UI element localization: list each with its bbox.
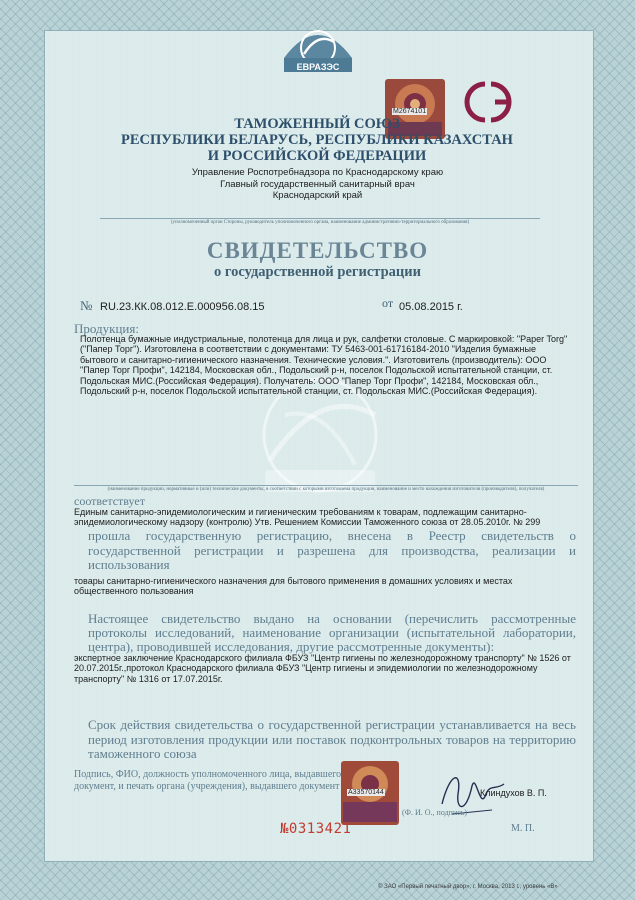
authority-line: Главный государственный санитарный врач bbox=[220, 178, 415, 190]
signature-label: Подпись, ФИО, должность уполномоченного лица, выдавшего документ, и печать органа (учреждения), выдавшего документ bbox=[74, 769, 342, 792]
compliance-text: Единым санитарно-эпидемиологическим и гигиеническим требованиям к товарам, подлежащим санитарно-эпидемиологическому надзору (контролю) Утв. Решением Комиссии Таможенного союза от 28.05.2010г. № 299 bbox=[74, 507, 541, 528]
date-label: от bbox=[382, 296, 394, 310]
product-label: Продукция: bbox=[74, 321, 139, 336]
hologram-code: М2674101 bbox=[393, 108, 427, 115]
union-line: И РОССИЙСКОЙ ФЕДЕРАЦИИ bbox=[207, 148, 427, 164]
basis-detail: экспертное заключение Краснодарского филиала ФБУЗ "Центр гигиены по железнодорожному транспорту" № 1526 от 20.07.2015г.,протокол Краснодарского филиала ФБУЗ "Центр гигиены и эпидемиологии по железнодорожному транспорту" № 1316 от 17.07.2015г. bbox=[74, 653, 571, 684]
product-caption: (наименование продукции, нормативные и (или) технические документы, в соответствии с которыми изготовлена продукция, наименование и место нахождения изготовителя (производителя), получателя) bbox=[74, 485, 578, 492]
hologram-code-2: А33570144 bbox=[348, 789, 384, 796]
registration-number: RU.23.КК.08.012.Е.000956.08.15 bbox=[100, 301, 265, 313]
compliance-label: соответствует bbox=[74, 494, 145, 508]
customs-union-header bbox=[82, 116, 552, 164]
authority-line: Управление Роспотребнадзора по Краснодарскому краю bbox=[191, 167, 444, 178]
validity-statement: Срок действия свидетельства о государственной регистрации устанавливается на весь период изготовления продукции или поставок подконтрольных товаров на территорию таможенного союза bbox=[88, 717, 576, 761]
product-description: Полотенца бумажные индустриальные, полотенца для лица и рук, салфетки столовые. С маркировкой: "Paper Torg" ("Папер Торг"). Изготовлена в соответствии с документами: ТУ 5463-001-61716184-2010 "Изделия бумажные бытового и санитарно-гигиенического назначения. Технические условия.". Изготовитель (производитель): ООО "Папер Торг Профи", 142184, Московская обл., Подольский р-н, поселок Подольской испытательной станции, ст. Подольская МИС.(Российская Федерация). Получатель: ООО "Папер Торг Профи", 142184, Московская обл., Подольский р-н, поселок Подольской испытательной станции, ст. Подольская МИС.(Российская Федерация). bbox=[80, 334, 568, 397]
registry-statement: прошла государственную регистрацию, внесена в Реестр свидетельств о государственной регистрации и разрешена для производства, реализации и использования bbox=[88, 528, 576, 572]
number-label: № bbox=[80, 298, 93, 313]
union-line: ТАМОЖЕННЫЙ СОЮЗ bbox=[234, 116, 400, 132]
signer-name: Клиндухов В. П. bbox=[480, 788, 547, 798]
registration-date: 05.08.2015 г. bbox=[399, 301, 463, 313]
serial-number: №0313421 bbox=[280, 821, 352, 837]
logo-text: ЕВРАЗЭС bbox=[296, 62, 340, 72]
basis-statement: Настоящее свидетельство выдано на основании (перечислить рассмотренные протоколы исследований, наименование организации (испытательной лаборатории, центра), проводившей исследования, другие рассмотренные документы): bbox=[88, 611, 576, 654]
printer-imprint: © ЗАО «Первый печатный двор», г. Москва, 2013 г., уровень «В» bbox=[378, 884, 558, 890]
document-subtitle: о государственной регистрации bbox=[214, 264, 421, 280]
stamp-place: М. П. bbox=[511, 823, 535, 834]
authority-caption: (уполномоченный орган Стороны, руководитель уполномоченного органа, наименование административно-территориального образования) bbox=[100, 218, 540, 225]
registry-use: товары санитарно-гигиенического назначения для бытового применения в домашних условиях и местах общественного пользования bbox=[74, 576, 513, 597]
fio-caption: (Ф. И. О., подпись) bbox=[402, 808, 468, 817]
union-line: РЕСПУБЛИКИ БЕЛАРУСЬ, РЕСПУБЛИКИ КАЗАХСТАН bbox=[121, 132, 513, 148]
issuing-authority bbox=[150, 167, 485, 202]
authority-line: Краснодарский край bbox=[272, 190, 363, 201]
document-title: СВИДЕТЕЛЬСТВО bbox=[206, 238, 429, 263]
